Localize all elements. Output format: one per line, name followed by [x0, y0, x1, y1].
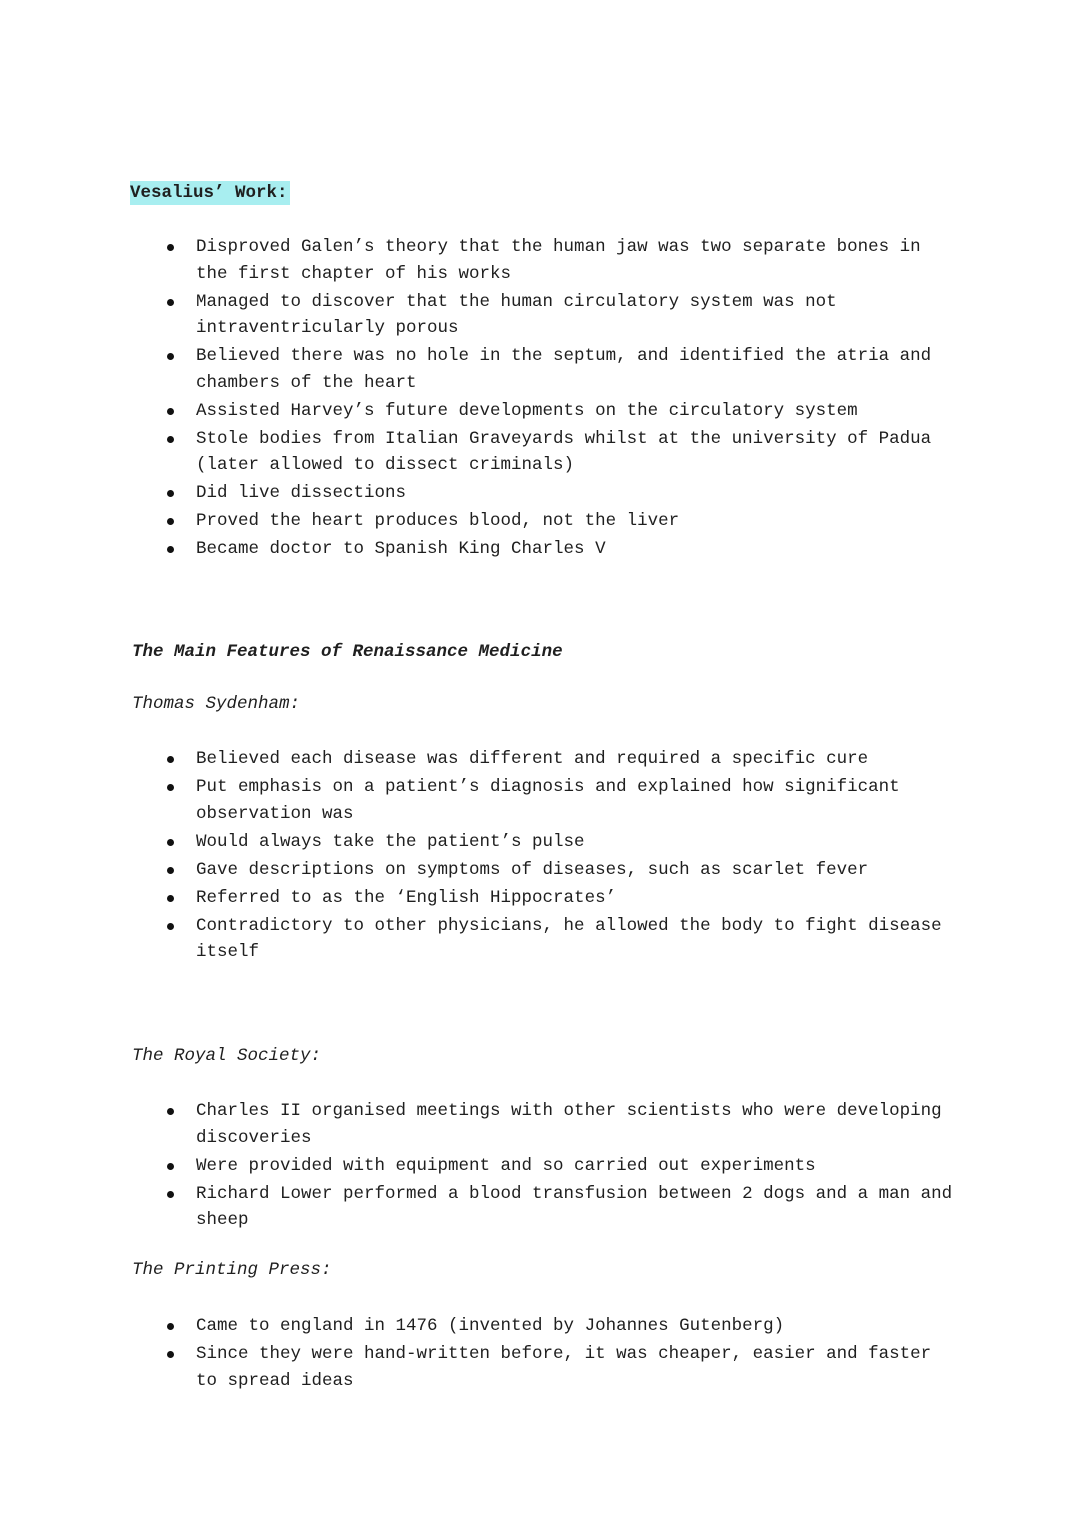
bullet-icon: [167, 1191, 174, 1198]
bullet-icon: [167, 518, 174, 525]
sydenham-list: [0, 746, 1000, 967]
bullet-icon: [167, 839, 174, 846]
sydenham-heading: Thomas Sydenham:: [132, 694, 301, 714]
list-item: Contradictory to other physicians, he allowed the body to fight disease itself: [0, 913, 956, 966]
list-item: Did live dissections: [0, 480, 956, 507]
bullet-icon: [167, 1108, 174, 1115]
bullet-icon: [167, 895, 174, 902]
list-item: Referred to as the ‘English Hippocrates’: [0, 885, 956, 912]
list-item: Proved the heart produces blood, not the liver: [0, 508, 956, 535]
renaissance-title: The Main Features of Renaissance Medicine: [132, 642, 563, 662]
bullet-icon: [167, 784, 174, 791]
bullet-icon: [167, 756, 174, 763]
printing-press-heading: The Printing Press:: [132, 1260, 332, 1280]
bullet-icon: [167, 1351, 174, 1358]
bullet-icon: [167, 244, 174, 251]
list-item: Would always take the patient’s pulse: [0, 829, 956, 856]
list-item: Gave descriptions on symptoms of diseases, such as scarlet fever: [0, 857, 956, 884]
list-item: Put emphasis on a patient’s diagnosis and explained how significant observation was: [0, 774, 956, 827]
list-item: Assisted Harvey’s future developments on the circulatory system: [0, 398, 956, 425]
vesalius-list: [0, 234, 1000, 564]
bullet-icon: [167, 436, 174, 443]
bullet-icon: [167, 353, 174, 360]
bullet-icon: [167, 546, 174, 553]
bullet-icon: [167, 490, 174, 497]
list-item: Became doctor to Spanish King Charles V: [0, 536, 956, 563]
list-item: Disproved Galen’s theory that the human jaw was two separate bones in the first chapter of his works: [0, 234, 956, 287]
list-item: Richard Lower performed a blood transfusion between 2 dogs and a man and sheep: [0, 1181, 956, 1234]
list-item: Came to england in 1476 (invented by Johannes Gutenberg): [0, 1313, 956, 1340]
list-item: Managed to discover that the human circulatory system was not intraventricularly porous: [0, 289, 956, 342]
bullet-icon: [167, 299, 174, 306]
list-item: Stole bodies from Italian Graveyards whilst at the university of Padua (later allowed to dissect criminals): [0, 426, 956, 479]
list-item: Charles II organised meetings with other scientists who were developing discoveries: [0, 1098, 956, 1151]
list-item: Were provided with equipment and so carried out experiments: [0, 1153, 956, 1180]
royal-society-heading: The Royal Society:: [132, 1046, 322, 1066]
bullet-icon: [167, 1163, 174, 1170]
printing-press-list: [0, 1313, 1000, 1396]
royal-society-list: [0, 1098, 1000, 1235]
vesalius-heading: Vesalius’ Work:: [130, 183, 288, 203]
list-item: Since they were hand-written before, it was cheaper, easier and faster to spread ideas: [0, 1341, 956, 1394]
bullet-icon: [167, 1323, 174, 1330]
list-item: Believed each disease was different and required a specific cure: [0, 746, 956, 773]
list-item: Believed there was no hole in the septum, and identified the atria and chambers of the heart: [0, 343, 956, 396]
bullet-icon: [167, 408, 174, 415]
bullet-icon: [167, 923, 174, 930]
bullet-icon: [167, 867, 174, 874]
